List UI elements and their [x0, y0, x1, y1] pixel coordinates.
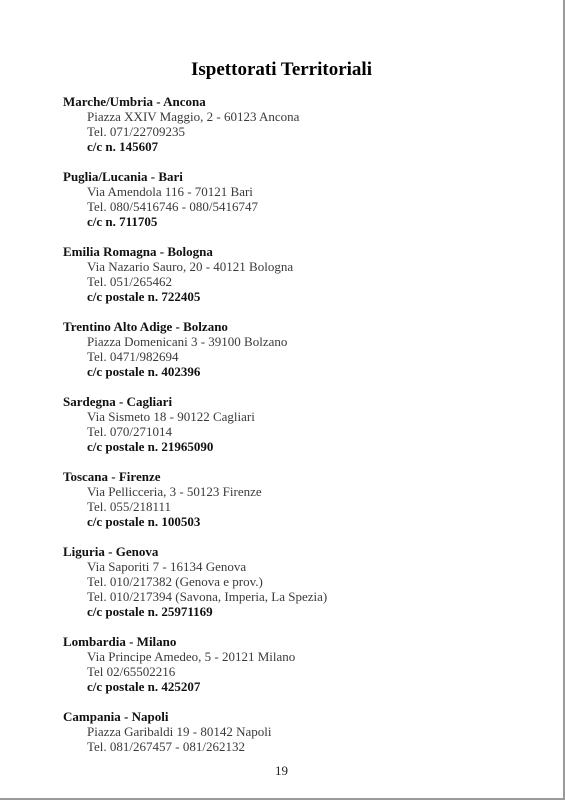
- office-entry-ancona: [63, 94, 533, 154]
- office-account: c/c postale n. 722405: [87, 289, 201, 304]
- office-phone: Tel. 071/22709235: [87, 124, 186, 139]
- office-phone: Tel. 081/267457 - 081/262132: [87, 739, 245, 754]
- office-heading: Sardegna - Cagliari: [63, 394, 173, 409]
- office-phone: Tel. 051/265462: [87, 274, 173, 289]
- office-entry-milano: [63, 634, 533, 694]
- office-address: Via Pellicceria, 3 - 50123 Firenze: [87, 484, 262, 499]
- office-account: c/c n. 145607: [87, 139, 159, 154]
- office-entry-firenze: [63, 469, 533, 529]
- office-entry-napoli: [63, 709, 533, 754]
- office-account: c/c postale n. 425207: [87, 679, 201, 694]
- office-phone: Tel 02/65502216: [87, 664, 176, 679]
- office-phone: Tel. 0471/982694: [87, 349, 179, 364]
- office-list: [63, 94, 533, 769]
- office-address: Via Sismeto 18 - 90122 Cagliari: [87, 409, 255, 424]
- office-account: c/c postale n. 402396: [87, 364, 201, 379]
- page-number: 19: [275, 763, 288, 778]
- office-entry-bologna: [63, 244, 533, 304]
- office-heading: Trentino Alto Adige - Bolzano: [63, 319, 228, 334]
- office-address: Via Nazario Sauro, 20 - 40121 Bologna: [87, 259, 294, 274]
- office-heading: Lombardia - Milano: [63, 634, 177, 649]
- office-account: c/c n. 711705: [87, 214, 158, 229]
- office-entry-bari: [63, 169, 533, 229]
- page-title: Ispettorati Territoriali: [191, 59, 372, 80]
- office-heading: Toscana - Firenze: [63, 469, 161, 484]
- office-account: c/c postale n. 25971169: [87, 604, 213, 619]
- office-heading: Puglia/Lucania - Bari: [63, 169, 183, 184]
- office-entry-bolzano: [63, 319, 533, 379]
- office-account: c/c postale n. 21965090: [87, 439, 214, 454]
- office-address: Piazza Garibaldi 19 - 80142 Napoli: [87, 724, 272, 739]
- office-account: c/c postale n. 100503: [87, 514, 201, 529]
- office-heading: Campania - Napoli: [63, 709, 169, 724]
- office-address: Piazza XXIV Maggio, 2 - 60123 Ancona: [87, 109, 300, 124]
- office-phone: Tel. 070/271014: [87, 424, 173, 439]
- office-phone: Tel. 010/217382 (Genova e prov.): [87, 574, 263, 589]
- office-address: Via Principe Amedeo, 5 - 20121 Milano: [87, 649, 296, 664]
- office-address: Piazza Domenicani 3 - 39100 Bolzano: [87, 334, 288, 349]
- office-entry-cagliari: [63, 394, 533, 454]
- office-address: Via Saporiti 7 - 16134 Genova: [87, 559, 247, 574]
- office-phone: Tel. 010/217394 (Savona, Imperia, La Spezia): [87, 589, 328, 604]
- office-address: Via Amendola 116 - 70121 Bari: [87, 184, 253, 199]
- office-phone: Tel. 080/5416746 - 080/5416747: [87, 199, 258, 214]
- office-heading: Marche/Umbria - Ancona: [63, 94, 206, 109]
- office-phone: Tel. 055/218111: [87, 499, 172, 514]
- office-entry-genova: [63, 544, 533, 619]
- office-heading: Emilia Romagna - Bologna: [63, 244, 213, 259]
- office-heading: Liguria - Genova: [63, 544, 159, 559]
